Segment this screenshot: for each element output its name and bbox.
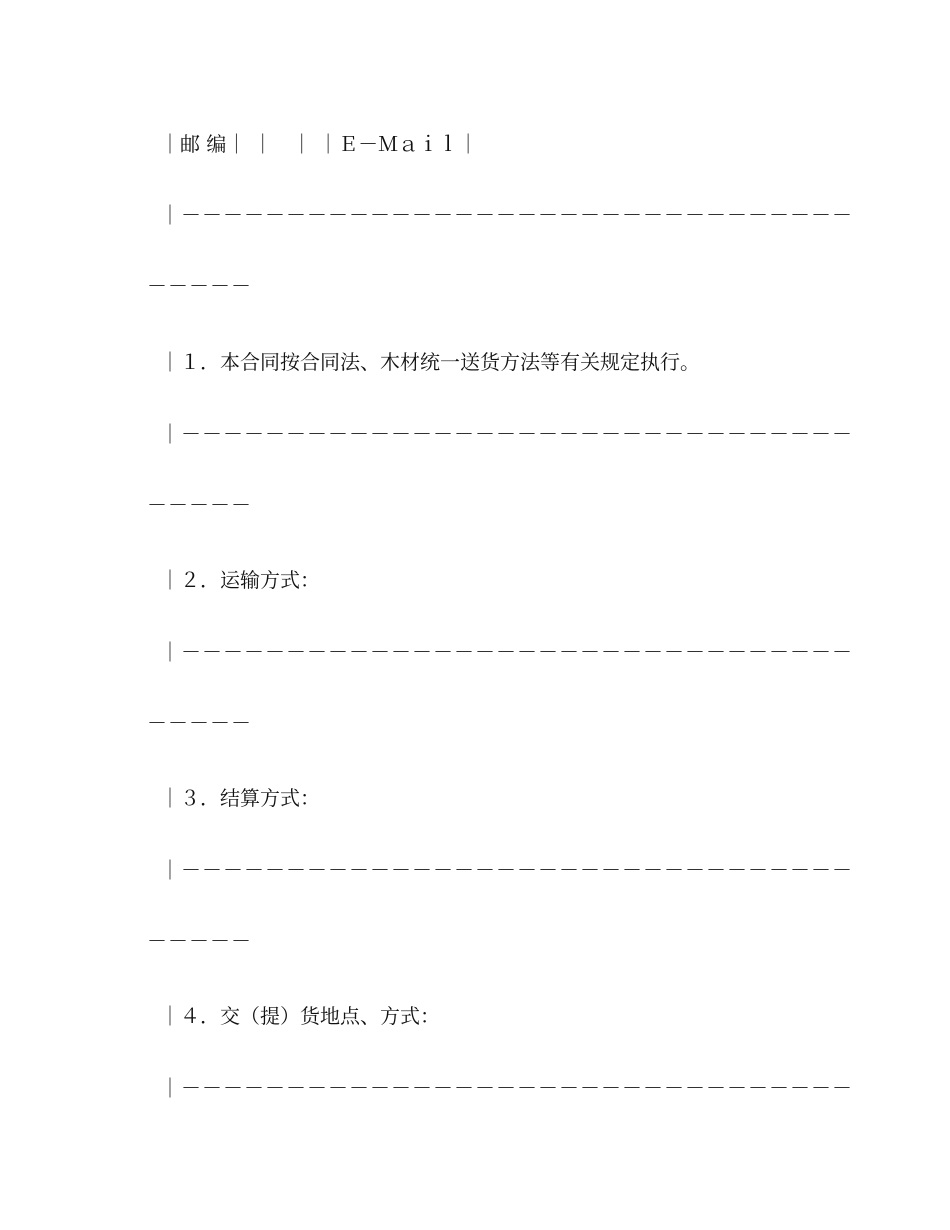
separator-line: ｜－－－－－－－－－－－－－－－－－－－－－－－－－－－－－－－－ xyxy=(160,640,853,664)
separator-line: ｜－－－－－－－－－－－－－－－－－－－－－－－－－－－－－－－－ xyxy=(160,203,853,227)
separator-line: ｜－－－－－－－－－－－－－－－－－－－－－－－－－－－－－－－－ xyxy=(160,1076,853,1100)
clause-4-delivery: ｜４．交（提）货地点、方式： xyxy=(160,1004,440,1028)
clause-3-settlement: ｜３．结算方式： xyxy=(160,786,320,810)
separator-line-continuation: －－－－－ xyxy=(147,929,252,953)
separator-line-continuation: －－－－－ xyxy=(147,493,252,517)
clause-2-transport: ｜２．运输方式： xyxy=(160,568,320,592)
postcode-email-row: ｜邮 编｜ ｜ ｜ ｜Ｅ－Ｍａｉｌ｜ xyxy=(160,132,479,156)
separator-line: ｜－－－－－－－－－－－－－－－－－－－－－－－－－－－－－－－－ xyxy=(160,422,853,446)
clause-1: ｜１．本合同按合同法、木材统一送货方法等有关规定执行。 xyxy=(160,350,700,374)
separator-line: ｜－－－－－－－－－－－－－－－－－－－－－－－－－－－－－－－－ xyxy=(160,858,853,882)
separator-line-continuation: －－－－－ xyxy=(147,274,252,298)
separator-line-continuation: －－－－－ xyxy=(147,711,252,735)
